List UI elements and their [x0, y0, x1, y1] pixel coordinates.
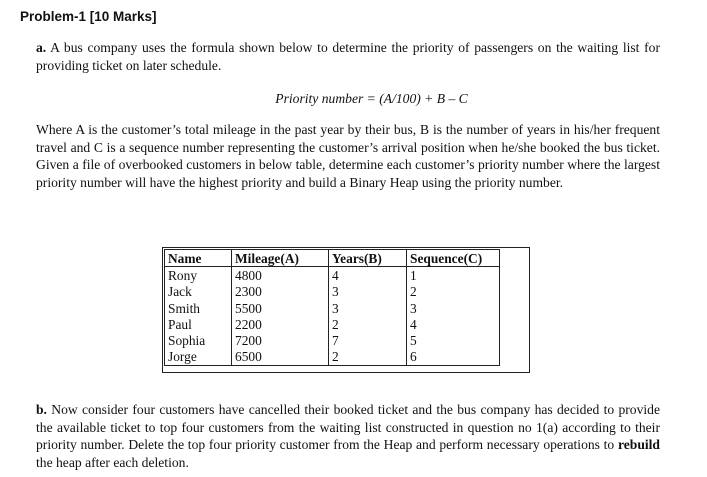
cell-name: Sophia — [165, 332, 232, 348]
table-row — [165, 349, 500, 366]
part-a-intro-text: A bus company uses the formula shown below to determine the priority of passengers on the waiting list for providing ticket on later schedule. — [36, 40, 660, 73]
table-row — [165, 300, 500, 316]
part-b-label: b. — [36, 402, 47, 417]
cell-sequence: 2 — [407, 284, 500, 300]
cell-name: Smith — [165, 300, 232, 316]
header-sequence: Sequence(C) — [407, 250, 500, 267]
cell-mileage: 6500 — [232, 349, 329, 366]
priority-formula-text: Priority number = (A/100) + B – C — [275, 91, 468, 106]
part-a-intro — [36, 39, 660, 74]
problem-heading: Problem-1 [10 Marks] — [20, 9, 157, 24]
table-row — [165, 284, 500, 300]
cell-years: 2 — [329, 316, 407, 332]
part-a-description: Where A is the customer’s total mileage in the past year by their bus, B is the number of years in his/her frequent travel and C is a sequence number representing the customer’s arrival position when he/she booked the bus ticket. Given a file of overbooked customers in below table, determine each customer’s priority number where the largest priority number will have the highest priority and build a Binary Heap using the priority number. — [36, 122, 660, 190]
cell-mileage: 2300 — [232, 284, 329, 300]
cell-years: 7 — [329, 332, 407, 348]
part-b-text-after: the heap after each deletion. — [36, 454, 189, 470]
cell-mileage: 4800 — [232, 267, 329, 284]
cell-mileage: 2200 — [232, 316, 329, 332]
table-row — [165, 316, 500, 332]
part-b-emphasis: rebuild — [617, 437, 660, 453]
priority-formula — [0, 91, 707, 107]
table-row — [165, 267, 500, 284]
cell-mileage: 7200 — [232, 332, 329, 348]
cell-sequence: 4 — [407, 316, 500, 332]
part-b-text — [36, 401, 660, 471]
cell-years: 3 — [329, 284, 407, 300]
cell-sequence: 1 — [407, 267, 500, 284]
header-mileage: Mileage(A) — [232, 250, 329, 267]
customer-table — [164, 249, 500, 366]
cell-years: 4 — [329, 267, 407, 284]
header-years: Years(B) — [329, 250, 407, 267]
cell-sequence: 6 — [407, 349, 500, 366]
cell-name: Rony — [165, 267, 232, 284]
table-header-row — [165, 250, 500, 267]
cell-name: Jack — [165, 284, 232, 300]
part-b-text-before: Now consider four customers have cancelled their booked ticket and the bus company has decided to provide the available ticket to top four customers from the waiting list constructed in question no 1(a) according to their priority number. Delete the top four priority customer from the Heap and perform necessary operations to — [36, 402, 660, 453]
header-name: Name — [165, 250, 232, 267]
part-a-label: a. — [36, 40, 47, 55]
cell-years: 2 — [329, 349, 407, 366]
cell-sequence: 3 — [407, 300, 500, 316]
cell-mileage: 5500 — [232, 300, 329, 316]
cell-name: Paul — [165, 316, 232, 332]
cell-sequence: 5 — [407, 332, 500, 348]
cell-years: 3 — [329, 300, 407, 316]
table-row — [165, 332, 500, 348]
cell-name: Jorge — [165, 349, 232, 366]
